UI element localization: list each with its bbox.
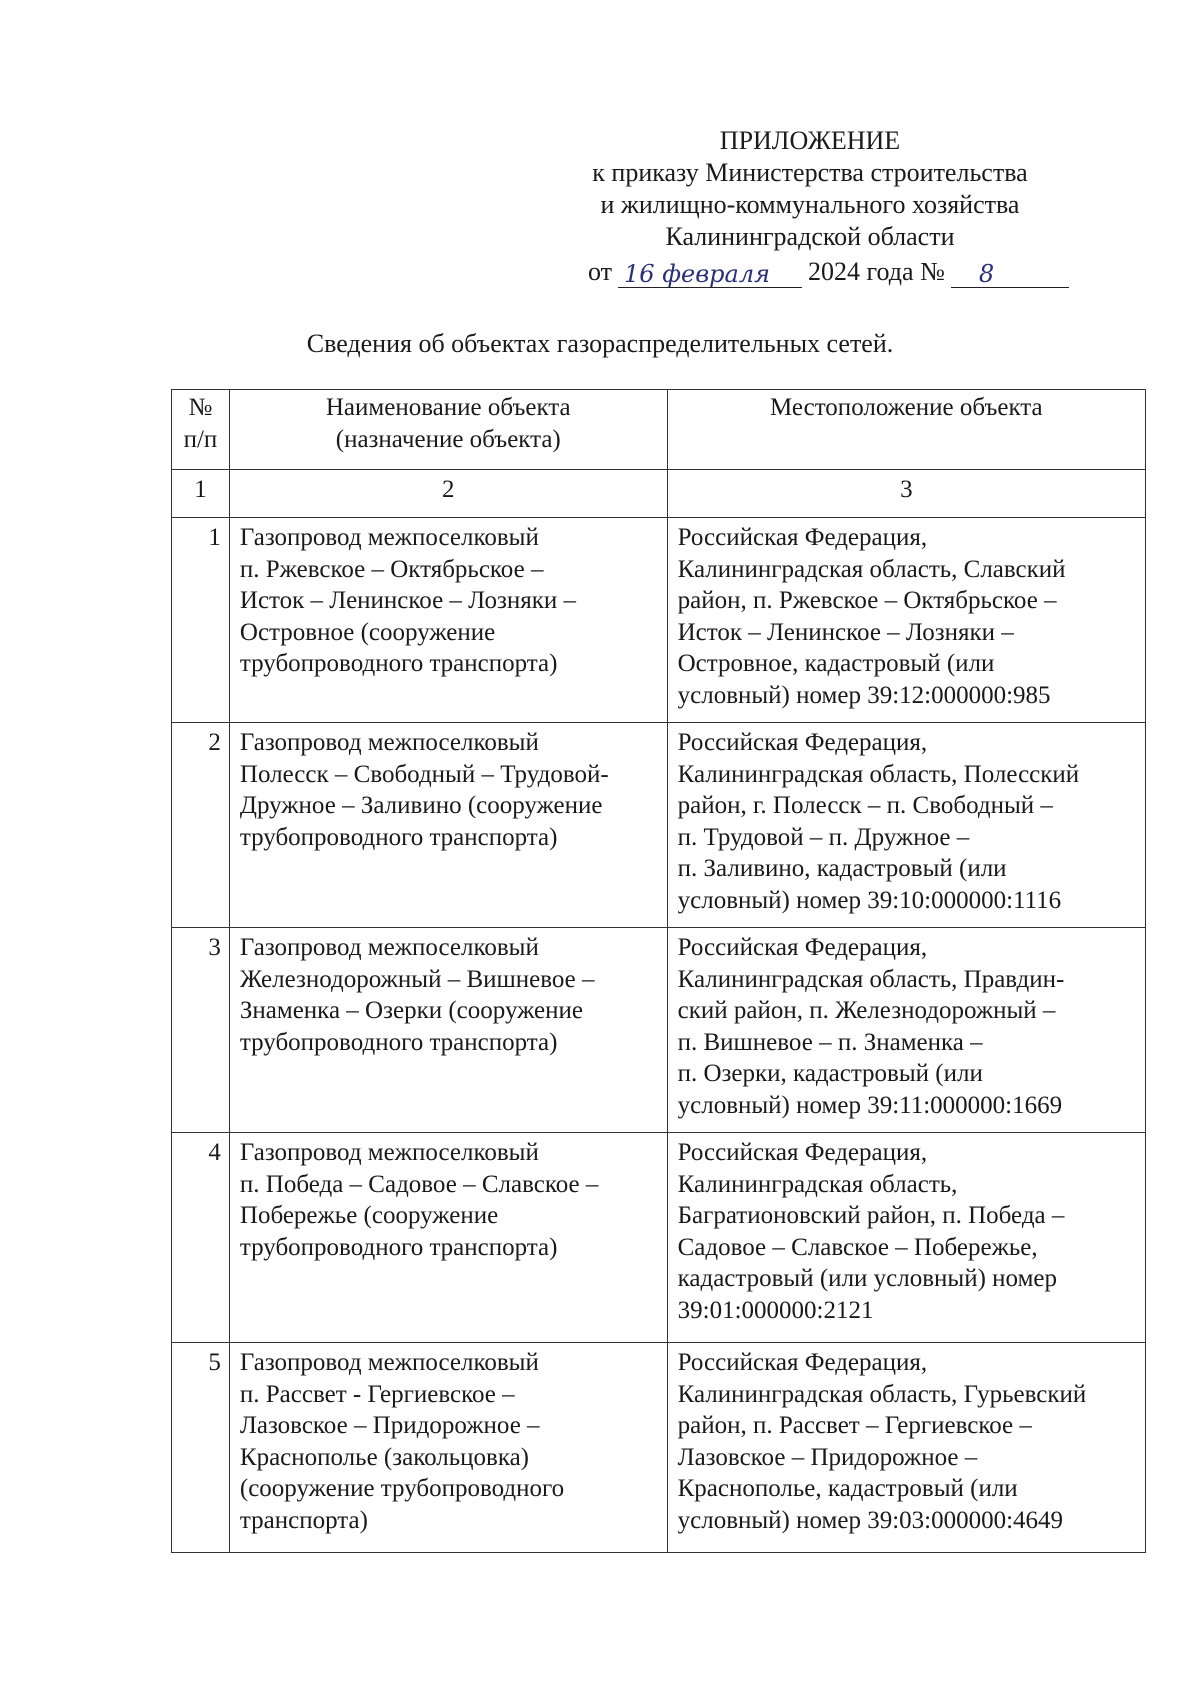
object-name-line: Исток – Ленинское – Лозняки – (239, 587, 577, 614)
annex-line-3: Калининградской области (665, 222, 955, 251)
object-name-line: п. Победа – Садовое – Славское – (239, 1170, 599, 1198)
object-name-cell (229, 1133, 667, 1343)
header-number: № п/п (172, 390, 230, 470)
object-name-line: трубопроводного транспорта) (239, 1028, 558, 1056)
object-location-line: п. Трудовой – п. Дружное – (677, 823, 970, 851)
object-location-line: ский район, п. Железнодорожный – (677, 997, 1056, 1024)
column-number-row (172, 470, 1146, 518)
object-location-line: Краснополье, кадастровый (или (677, 1475, 1018, 1502)
year-text: 2024 года № (808, 257, 945, 286)
object-name-line: трубопроводного транспорта) (239, 650, 558, 677)
column-number: 1 (172, 470, 230, 518)
object-location-line: Исток – Ленинское – Лозняки – (677, 618, 1014, 646)
object-location-line: условный) номер 39:03:000000:4649 (677, 1506, 1064, 1534)
object-location-line: Лазовское – Придорожное – (677, 1443, 978, 1471)
object-location-line: условный) номер 39:12:000000:985 (677, 681, 1051, 709)
object-location-line: Садовое – Славское – Побережье, (677, 1233, 1038, 1261)
object-name-line: Газопровод межпоселковый (239, 934, 539, 961)
column-number: 2 (229, 470, 667, 518)
object-name-line: Краснополье (закольцовка) (239, 1443, 530, 1471)
object-name-line: Железнодорожный – Вишневое – (239, 965, 595, 993)
document-title: Сведения об объектах газораспределительных сетей. (306, 329, 894, 358)
row-number: 4 (172, 1133, 230, 1343)
object-name-line: транспорта) (239, 1506, 368, 1534)
object-location-line: район, п. Ржевское – Октябрьское – (677, 587, 1057, 614)
object-name-line: трубопроводного транспорта) (239, 1233, 558, 1261)
object-location-line: условный) номер 39:10:000000:1116 (677, 886, 1062, 914)
handwritten-date: 16 февраля (618, 260, 802, 288)
object-location-line: Калининградская область, Гурьевский (677, 1380, 1087, 1408)
object-name-line: (сооружение трубопроводного (239, 1475, 565, 1502)
object-name-line: Газопровод межпоселковый (239, 1139, 539, 1166)
object-location-line: Российская Федерация, (677, 524, 928, 551)
object-name-line: Газопровод межпоселковый (239, 729, 539, 756)
column-number: 3 (667, 470, 1145, 518)
header-object-location: Местоположение объекта (667, 390, 1145, 470)
row-number: 3 (172, 928, 230, 1133)
table-row (172, 1343, 1146, 1553)
handwritten-order-number: 8 (951, 260, 1069, 288)
object-location-line: Российская Федерация, (677, 729, 928, 756)
object-name-line: п. Ржевское – Октябрьское – (239, 555, 544, 583)
object-location-line: кадастровый (или условный) номер (677, 1265, 1057, 1292)
object-name-line: Газопровод межпоселковый (239, 1349, 539, 1376)
object-name-line: Островное (сооружение (239, 618, 496, 646)
object-location-line: район, г. Полесск – п. Свободный – (677, 792, 1053, 819)
object-name-line: трубопроводного транспорта) (239, 823, 558, 851)
gas-network-table (171, 389, 1146, 1553)
object-location-line: Российская Федерация, (677, 934, 928, 961)
object-location-line: Российская Федерация, (677, 1139, 928, 1166)
row-number: 1 (172, 518, 230, 723)
table-header-row (172, 390, 1146, 470)
annex-line-2: и жилищно-коммунального хозяйства (600, 190, 1020, 219)
header-object-name: Наименование объекта (назначение объекта) (229, 390, 667, 470)
object-location-line: Калининградская область, Полесский (677, 760, 1080, 788)
object-location-line: условный) номер 39:11:000000:1669 (677, 1091, 1063, 1119)
object-location-cell (667, 723, 1145, 928)
object-location-cell (667, 1343, 1145, 1553)
object-location-line: Багратионовский район, п. Победа – (677, 1202, 1065, 1229)
table-row (172, 1133, 1146, 1343)
object-location-cell (667, 1133, 1145, 1343)
object-location-line: п. Заливино, кадастровый (или (677, 855, 1007, 882)
object-location-line: Российская Федерация, (677, 1349, 928, 1376)
row-number: 2 (172, 723, 230, 928)
object-name-line: Знаменка – Озерки (сооружение (239, 997, 584, 1024)
object-location-line: Калининградская область, (677, 1170, 958, 1198)
object-name-line: Газопровод межпоселковый (239, 524, 539, 551)
table-row (172, 518, 1146, 723)
object-location-line: 39:01:000000:2121 (677, 1296, 874, 1324)
table-body (172, 518, 1146, 1553)
object-location-line: Калининградская область, Славский (677, 555, 1066, 583)
object-location-cell (667, 518, 1145, 723)
object-name-cell (229, 518, 667, 723)
annex-title: ПРИЛОЖЕНИЕ (719, 126, 901, 155)
object-location-line: п. Вишневое – п. Знаменка – (677, 1028, 983, 1056)
object-name-line: Лазовское – Придорожное – (239, 1412, 540, 1439)
table-row (172, 723, 1146, 928)
object-location-line: п. Озерки, кадастровый (или (677, 1060, 983, 1087)
annex-block (540, 125, 1080, 253)
object-location-line: Калининградская область, Правдин- (677, 965, 1065, 993)
object-location-line: район, п. Рассвет – Гергиевское – (677, 1412, 1032, 1439)
row-number: 5 (172, 1343, 230, 1553)
table-row (172, 928, 1146, 1133)
object-name-cell (229, 723, 667, 928)
order-date-line (588, 256, 1069, 288)
annex-line-1: к приказу Министерства строительства (592, 158, 1028, 187)
object-location-line: Островное, кадастровый (или (677, 650, 995, 677)
object-name-line: Полесск – Свободный – Трудовой- (239, 760, 609, 788)
object-name-cell (229, 1343, 667, 1553)
date-prefix: от (588, 257, 613, 286)
object-name-line: п. Рассвет - Гергиевское – (239, 1380, 515, 1408)
object-name-line: Дружное – Заливино (сооружение (239, 792, 603, 819)
object-name-cell (229, 928, 667, 1133)
object-location-cell (667, 928, 1145, 1133)
object-name-line: Побережье (сооружение (239, 1202, 499, 1229)
